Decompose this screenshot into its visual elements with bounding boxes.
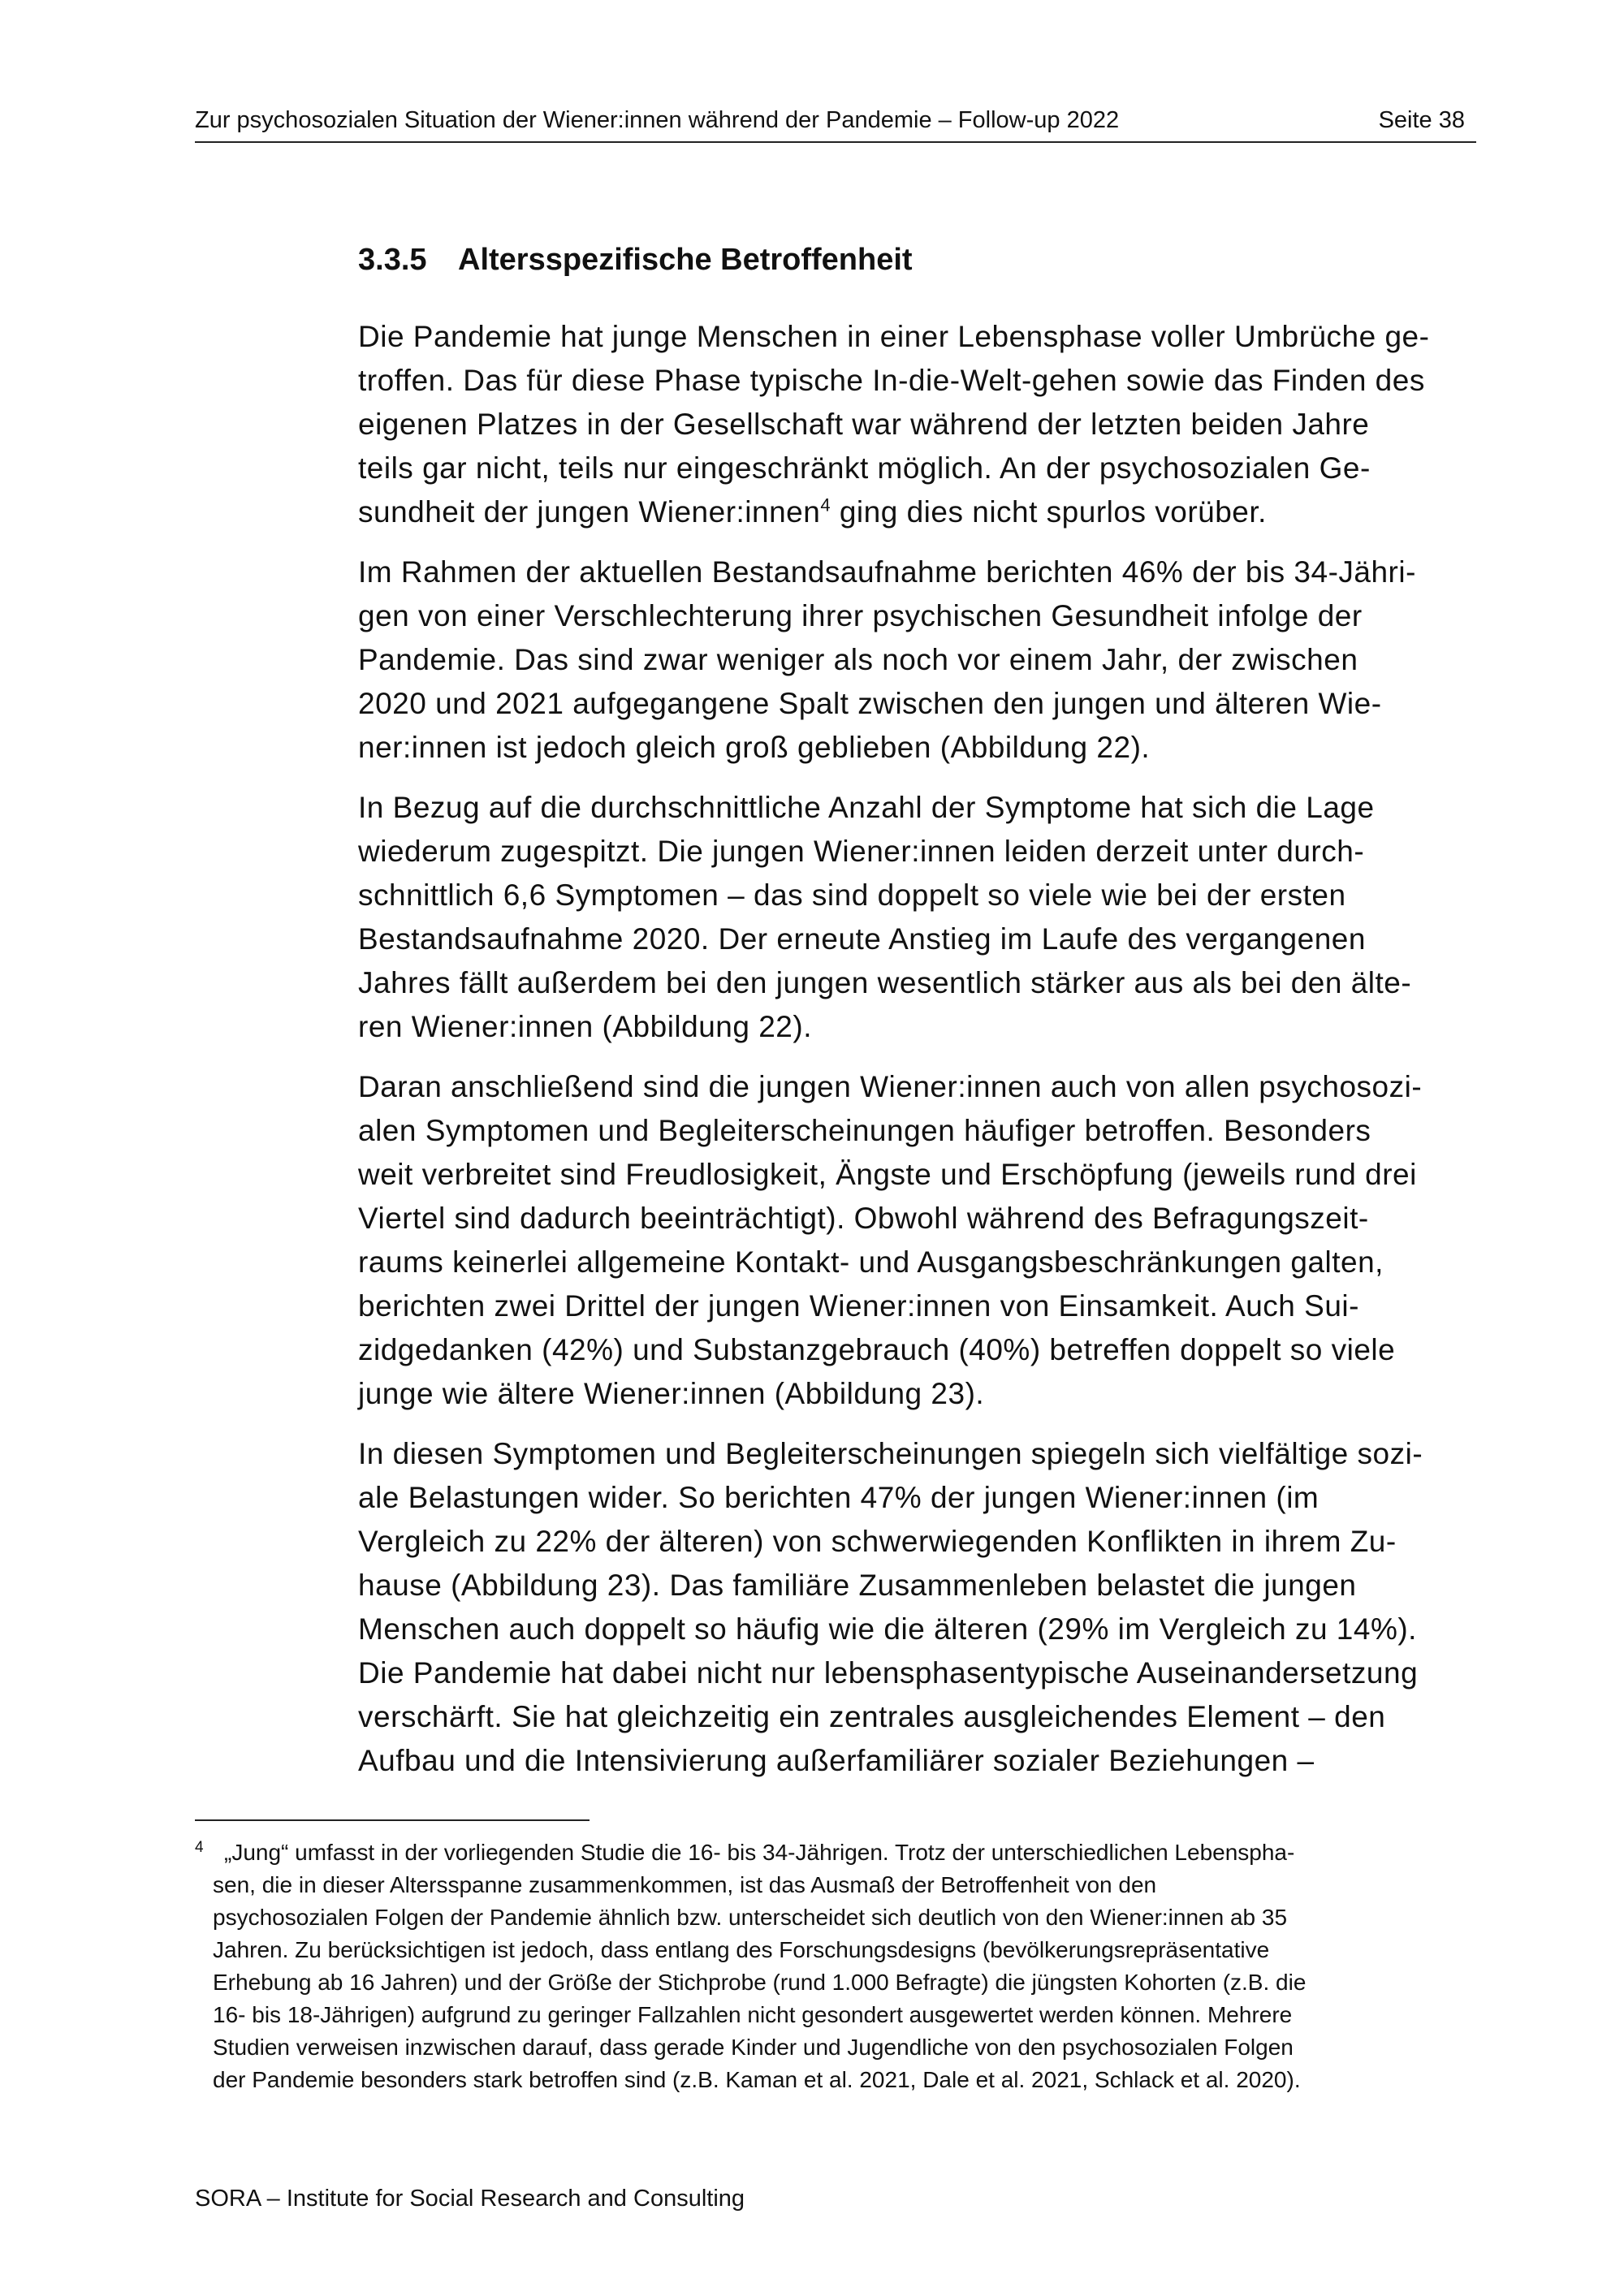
text-line: teils gar nicht, teils nur eingeschränkt möglich. An der psychosozialen Ge- — [358, 451, 1371, 485]
paragraph-1 — [358, 315, 1462, 534]
text-line: gen von einer Verschlechterung ihrer psychischen Gesundheit infolge der — [358, 599, 1363, 632]
footnote-line: psychosozialen Folgen der Pandemie ähnlich bzw. unterscheidet sich deutlich von den Wiener:innen ab 35 — [213, 1905, 1288, 1930]
running-header — [195, 104, 1476, 143]
paragraph-4 — [358, 1065, 1462, 1416]
text-line: eigenen Platzes in der Gesellschaft war während der letzten beiden Jahre — [358, 408, 1370, 441]
section-heading — [358, 240, 913, 279]
text-line: Daran anschließend sind die jungen Wiener:innen auch von allen psychosozi- — [358, 1070, 1423, 1103]
text-line — [358, 490, 1462, 534]
text-line: schnittlich 6,6 Symptomen – das sind doppelt so viele wie bei der ersten — [358, 878, 1346, 912]
text-line: Viertel sind dadurch beeinträchtigt). Obwohl während des Befragungszeit- — [358, 1202, 1369, 1235]
text-line: ren Wiener:innen (Abbildung 22). — [358, 1010, 812, 1043]
page-number: Seite 38 — [1378, 107, 1465, 133]
text-line: berichten zwei Drittel der jungen Wiener:innen von Einsamkeit. Auch Sui- — [358, 1289, 1359, 1323]
footnote-reference[interactable]: 4 — [820, 494, 831, 516]
text-line: raums keinerlei allgemeine Kontakt- und Ausgangsbeschränkungen galten, — [358, 1245, 1384, 1279]
footnote — [195, 1836, 1478, 2096]
text-line: weit verbreitet sind Freudlosigkeit, Ängste und Erschöpfung (jeweils rund drei — [358, 1158, 1417, 1191]
text-line: Vergleich zu 22% der älteren) von schwerwiegenden Konflikten in ihrem Zu- — [358, 1525, 1397, 1558]
text-line: Jahres fällt außerdem bei den jungen wesentlich stärker aus als bei den älte- — [358, 966, 1412, 999]
footnote-body — [213, 1836, 1478, 2096]
footnote-line: 16- bis 18-Jährigen) aufgrund zu geringer Fallzahlen nicht gesondert ausgewertet werden können. Mehrere — [213, 2002, 1293, 2027]
text-line: Bestandsaufnahme 2020. Der erneute Anstieg im Laufe des vergangenen — [358, 922, 1366, 956]
footnote-line: sen, die in dieser Altersspanne zusammenkommen, ist das Ausmaß der Betroffenheit von den — [213, 1872, 1157, 1897]
text-line: Die Pandemie hat dabei nicht nur lebensphasentypische Auseinandersetzung — [358, 1656, 1419, 1690]
text-line: zidgedanken (42%) und Substanzgebrauch (40%) betreffen doppelt so viele — [358, 1333, 1396, 1366]
footnote-line: der Pandemie besonders stark betroffen sind (z.B. Kaman et al. 2021, Dale et al. 2021, Schlack et al. 2020). — [213, 2067, 1301, 2092]
running-footer: SORA – Institute for Social Research and Consulting — [195, 2186, 745, 2212]
text-line: Menschen auch doppelt so häufig wie die älteren (29% im Vergleich zu 14%). — [358, 1612, 1417, 1646]
section-number: 3.3.5 — [358, 243, 427, 277]
text-line: troffen. Das für diese Phase typische In-die-Welt-gehen sowie das Finden des — [358, 364, 1425, 397]
footnote-marker: 4 — [195, 1839, 204, 1856]
text-line: hause (Abbildung 23). Das familiäre Zusammenleben belastet die jungen — [358, 1569, 1357, 1602]
paragraph-3 — [358, 786, 1462, 1049]
paragraph-2 — [358, 550, 1462, 770]
text-line: 2020 und 2021 aufgegangene Spalt zwischen den jungen und älteren Wie- — [358, 687, 1382, 720]
document-title: Zur psychosozialen Situation der Wiener:innen während der Pandemie – Follow-up 2022 — [195, 107, 1120, 133]
text-line: wiederum zugespitzt. Die jungen Wiener:innen leiden derzeit unter durch- — [358, 835, 1365, 868]
text-line: ner:innen ist jedoch gleich groß geblieben (Abbildung 22). — [358, 731, 1151, 764]
footnote-divider — [195, 1819, 590, 1821]
footnote-line: Erhebung ab 16 Jahren) und der Größe der Stichprobe (rund 1.000 Befragte) die jüngsten Kohorten (z.B. die — [213, 1970, 1307, 1995]
text-line: In diesen Symptomen und Begleiterscheinungen spiegeln sich vielfältige sozi- — [358, 1437, 1423, 1470]
text-line: Im Rahmen der aktuellen Bestandsaufnahme berichten 46% der bis 34-Jähri- — [358, 555, 1416, 589]
footnote-line: Jahren. Zu berücksichtigen ist jedoch, dass entlang des Forschungsdesigns (bevölkerungsrepräsentative — [213, 1937, 1270, 1962]
text-line: ale Belastungen wider. So berichten 47% der jungen Wiener:innen (im — [358, 1481, 1320, 1514]
text-fragment: sundheit der jungen Wiener:innen — [358, 495, 821, 529]
text-line: Aufbau und die Intensivierung außerfamiliärer sozialer Beziehungen – — [358, 1744, 1315, 1777]
text-line: alen Symptomen und Begleiterscheinungen häufiger betroffen. Besonders — [358, 1114, 1371, 1147]
footnote-line: Studien verweisen inzwischen darauf, dass gerade Kinder und Jugendliche von den psychosozialen Folgen — [213, 2035, 1294, 2060]
body-text — [358, 315, 1462, 1799]
paragraph-5 — [358, 1432, 1462, 1783]
text-line: Die Pandemie hat junge Menschen in einer Lebensphase voller Umbrüche ge- — [358, 320, 1430, 353]
text-line: In Bezug auf die durchschnittliche Anzahl der Symptome hat sich die Lage — [358, 791, 1375, 824]
footnote-line: „Jung“ umfasst in der vorliegenden Studie die 16- bis 34-Jährigen. Trotz der unterschiedlichen Lebenspha- — [224, 1840, 1295, 1865]
text-line: verschärft. Sie hat gleichzeitig ein zentrales ausgleichendes Element – den — [358, 1700, 1386, 1733]
text-line: junge wie ältere Wiener:innen (Abbildung 23). — [358, 1377, 985, 1410]
text-line: Pandemie. Das sind zwar weniger als noch vor einem Jahr, der zwischen — [358, 643, 1358, 676]
text-fragment: ging dies nicht spurlos vorüber. — [831, 495, 1267, 529]
section-title: Altersspezifische Betroffenheit — [458, 243, 913, 277]
